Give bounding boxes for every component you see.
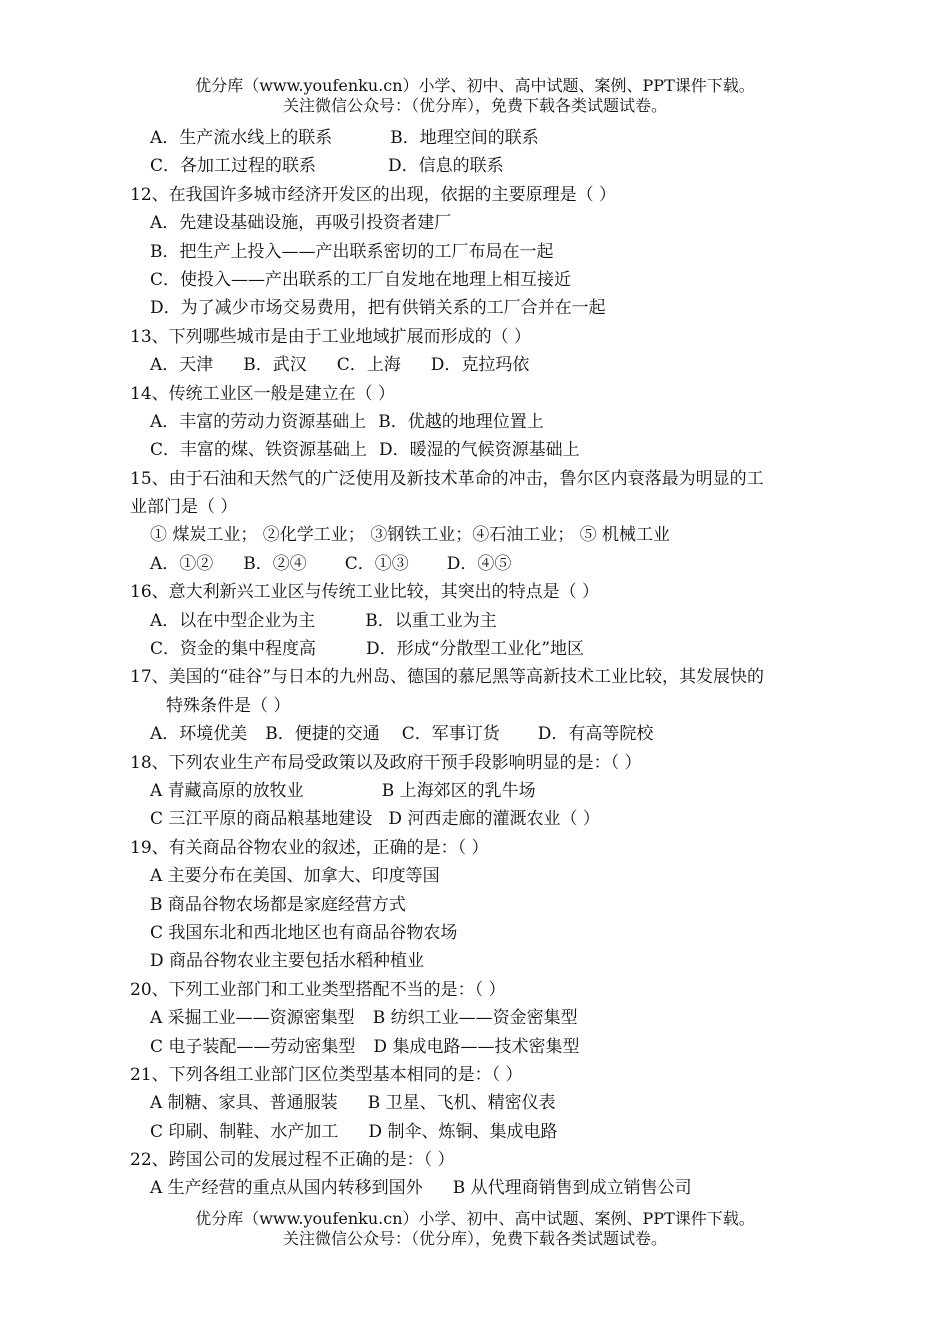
q15-stem-line-2: 业部门是（ ） [130, 497, 238, 518]
q14-options-row-2 [130, 436, 850, 464]
q17-option-c: C．军事订货 [401, 724, 500, 745]
q16-option-d: D．形成“分散型工业化”地区 [366, 639, 585, 660]
q20-options-row-1 [130, 1004, 850, 1032]
footer-line-2: 关注微信公众号：（优分库），免费下载各类试题试卷。 [282, 1229, 667, 1248]
q21-stem: 21、下列各组工业部门区位类型基本相同的是：（ ） [130, 1064, 523, 1085]
q15-stem-line-1: 15、由于石油和天然气的广泛使用及新技术革命的冲击，鲁尔区内衰落最为明显的工 [130, 468, 764, 489]
q20-option-c: C 电子装配——劳动密集型 [150, 1036, 356, 1057]
q18-option-b: B 上海郊区的乳牛场 [381, 780, 536, 801]
q14-options-row-1 [130, 408, 850, 436]
q16-options-row-1 [130, 607, 850, 635]
q19-option-a: A 主要分布在美国、加拿大、印度等国 [150, 866, 440, 887]
q13-stem: 13、下列哪些城市是由于工业地域扩展而形成的（ ） [130, 326, 532, 347]
q17-stem-line-2: 特殊条件是（ ） [166, 695, 291, 716]
q17-options-row [130, 720, 850, 748]
q12-option-c: C．使投入——产出联系的工厂自发地在地理上相互接近 [150, 269, 572, 290]
q13-option-b: B．武汉 [243, 355, 307, 376]
q15-option-d: D．④⑤ [446, 553, 512, 574]
q11-option-c: C．各加工过程的联系 [150, 156, 317, 177]
q22-option-b: B 从代理商销售到成立销售公司 [452, 1178, 692, 1199]
q19-option-b: B 商品谷物农场都是家庭经营方式 [150, 894, 406, 915]
header-line-2: 关注微信公众号：（优分库），免费下载各类试题试卷。 [282, 96, 667, 115]
q18-option-a: A 青藏高原的放牧业 [150, 780, 304, 801]
q11-option-a: A．生产流水线上的联系 [150, 128, 333, 148]
q16-option-a: A．以在中型企业为主 [150, 610, 316, 631]
q15-options-row [130, 550, 850, 578]
q14-stem: 14、传统工业区一般是建立在（ ） [130, 383, 396, 404]
q16-options-row-2 [130, 635, 850, 663]
q14-option-a: A．丰富的劳动力资源基础上 [150, 411, 367, 432]
q16-option-b: B．以重工业为主 [365, 610, 497, 631]
q12-stem: 12、在我国许多城市经济开发区的出现，依据的主要原理是（ ） [130, 184, 617, 205]
q17-option-b: B．便捷的交通 [265, 724, 380, 745]
q11-options-row-2 [130, 152, 850, 180]
q15-items: ① 煤炭工业； ②化学工业； ③钢铁工业；④石油工业； ⑤ 机械工业 [150, 525, 671, 546]
q15-option-b: B．②④ [243, 553, 307, 574]
q16-stem: 16、意大利新兴工业区与传统工业比较，其突出的特点是（ ） [130, 582, 600, 603]
question-list [130, 124, 850, 1203]
header-line-1: 优分库（www.youfenku.cn）小学、初中、高中试题、案例、PPT课件下载。 [195, 76, 755, 95]
q16-option-c: C．资金的集中程度高 [150, 639, 317, 660]
q19-option-d: D 商品谷物农业主要包括水稻种植业 [150, 951, 425, 972]
q22-option-a: A 生产经营的重点从国内转移到国外 [150, 1178, 423, 1199]
q18-option-d: D 河西走廊的灌溉农业（ ） [388, 809, 600, 830]
q11-option-b: B．地理空间的联系 [390, 128, 539, 148]
q17-option-d: D．有高等院校 [537, 724, 654, 745]
q13-option-d: D．克拉玛依 [430, 355, 530, 376]
q20-option-b: B 纺织工业——资金密集型 [372, 1008, 578, 1029]
q21-option-c: C 印刷、制鞋、水产加工 [150, 1121, 339, 1142]
q13-option-a: A．天津 [150, 355, 214, 376]
q21-option-b: B 卫星、飞机、精密仪表 [367, 1093, 556, 1114]
q20-option-d: D 集成电路——技术密集型 [373, 1036, 580, 1057]
q22-options-row-1 [130, 1174, 850, 1202]
q19-stem: 19、有关商品谷物农业的叙述，正确的是：（ ） [130, 837, 489, 858]
q15-option-a: A．①② [150, 553, 214, 574]
q21-options-row-2 [130, 1118, 850, 1146]
q20-option-a: A 采掘工业——资源密集型 [150, 1008, 355, 1029]
q18-options-row-2 [130, 805, 850, 833]
q12-option-a: A．先建设基础设施，再吸引投资者建厂 [150, 213, 452, 234]
q12-option-d: D．为了减少市场交易费用，把有供销关系的工厂合并在一起 [150, 298, 606, 319]
q13-options-row [130, 351, 850, 379]
page-footer [0, 1209, 950, 1249]
q15-option-c: C．①③ [344, 553, 409, 574]
q20-options-row-2 [130, 1033, 850, 1061]
q14-option-b: B．优越的地理位置上 [378, 411, 544, 432]
q18-options-row-1 [130, 777, 850, 805]
q20-stem: 20、下列工业部门和工业类型搭配不当的是：（ ） [130, 979, 506, 1000]
q11-options-row-1 [130, 124, 850, 152]
q14-option-d: D．暖湿的气候资源基础上 [379, 440, 580, 461]
q19-option-c: C 我国东北和西北地区也有商品谷物农场 [150, 922, 458, 943]
q11-option-d: D．信息的联系 [388, 156, 504, 177]
q14-option-c: C．丰富的煤、铁资源基础上 [150, 440, 368, 461]
q17-stem-line-1: 17、美国的“硅谷”与日本的九州岛、德国的慕尼黑等高新技术工业比较，其发展快的 [130, 667, 765, 688]
q18-stem: 18、下列农业生产布局受政策以及政府干预手段影响明显的是：（ ） [130, 752, 642, 773]
q21-options-row-1 [130, 1089, 850, 1117]
q21-option-a: A 制糖、家具、普通服装 [150, 1093, 338, 1114]
page-header [0, 76, 950, 116]
q13-option-c: C．上海 [336, 355, 401, 376]
q18-option-c: C 三江平原的商品粮基地建设 [150, 809, 373, 830]
q17-option-a: A．环境优美 [150, 724, 248, 745]
q21-option-d: D 制伞、炼铜、集成电路 [368, 1121, 558, 1142]
q12-option-b: B．把生产上投入——产出联系密切的工厂布局在一起 [150, 241, 554, 262]
footer-line-1: 优分库（www.youfenku.cn）小学、初中、高中试题、案例、PPT课件下载。 [195, 1209, 755, 1228]
q22-stem: 22、跨国公司的发展过程不正确的是：（ ） [130, 1150, 455, 1171]
